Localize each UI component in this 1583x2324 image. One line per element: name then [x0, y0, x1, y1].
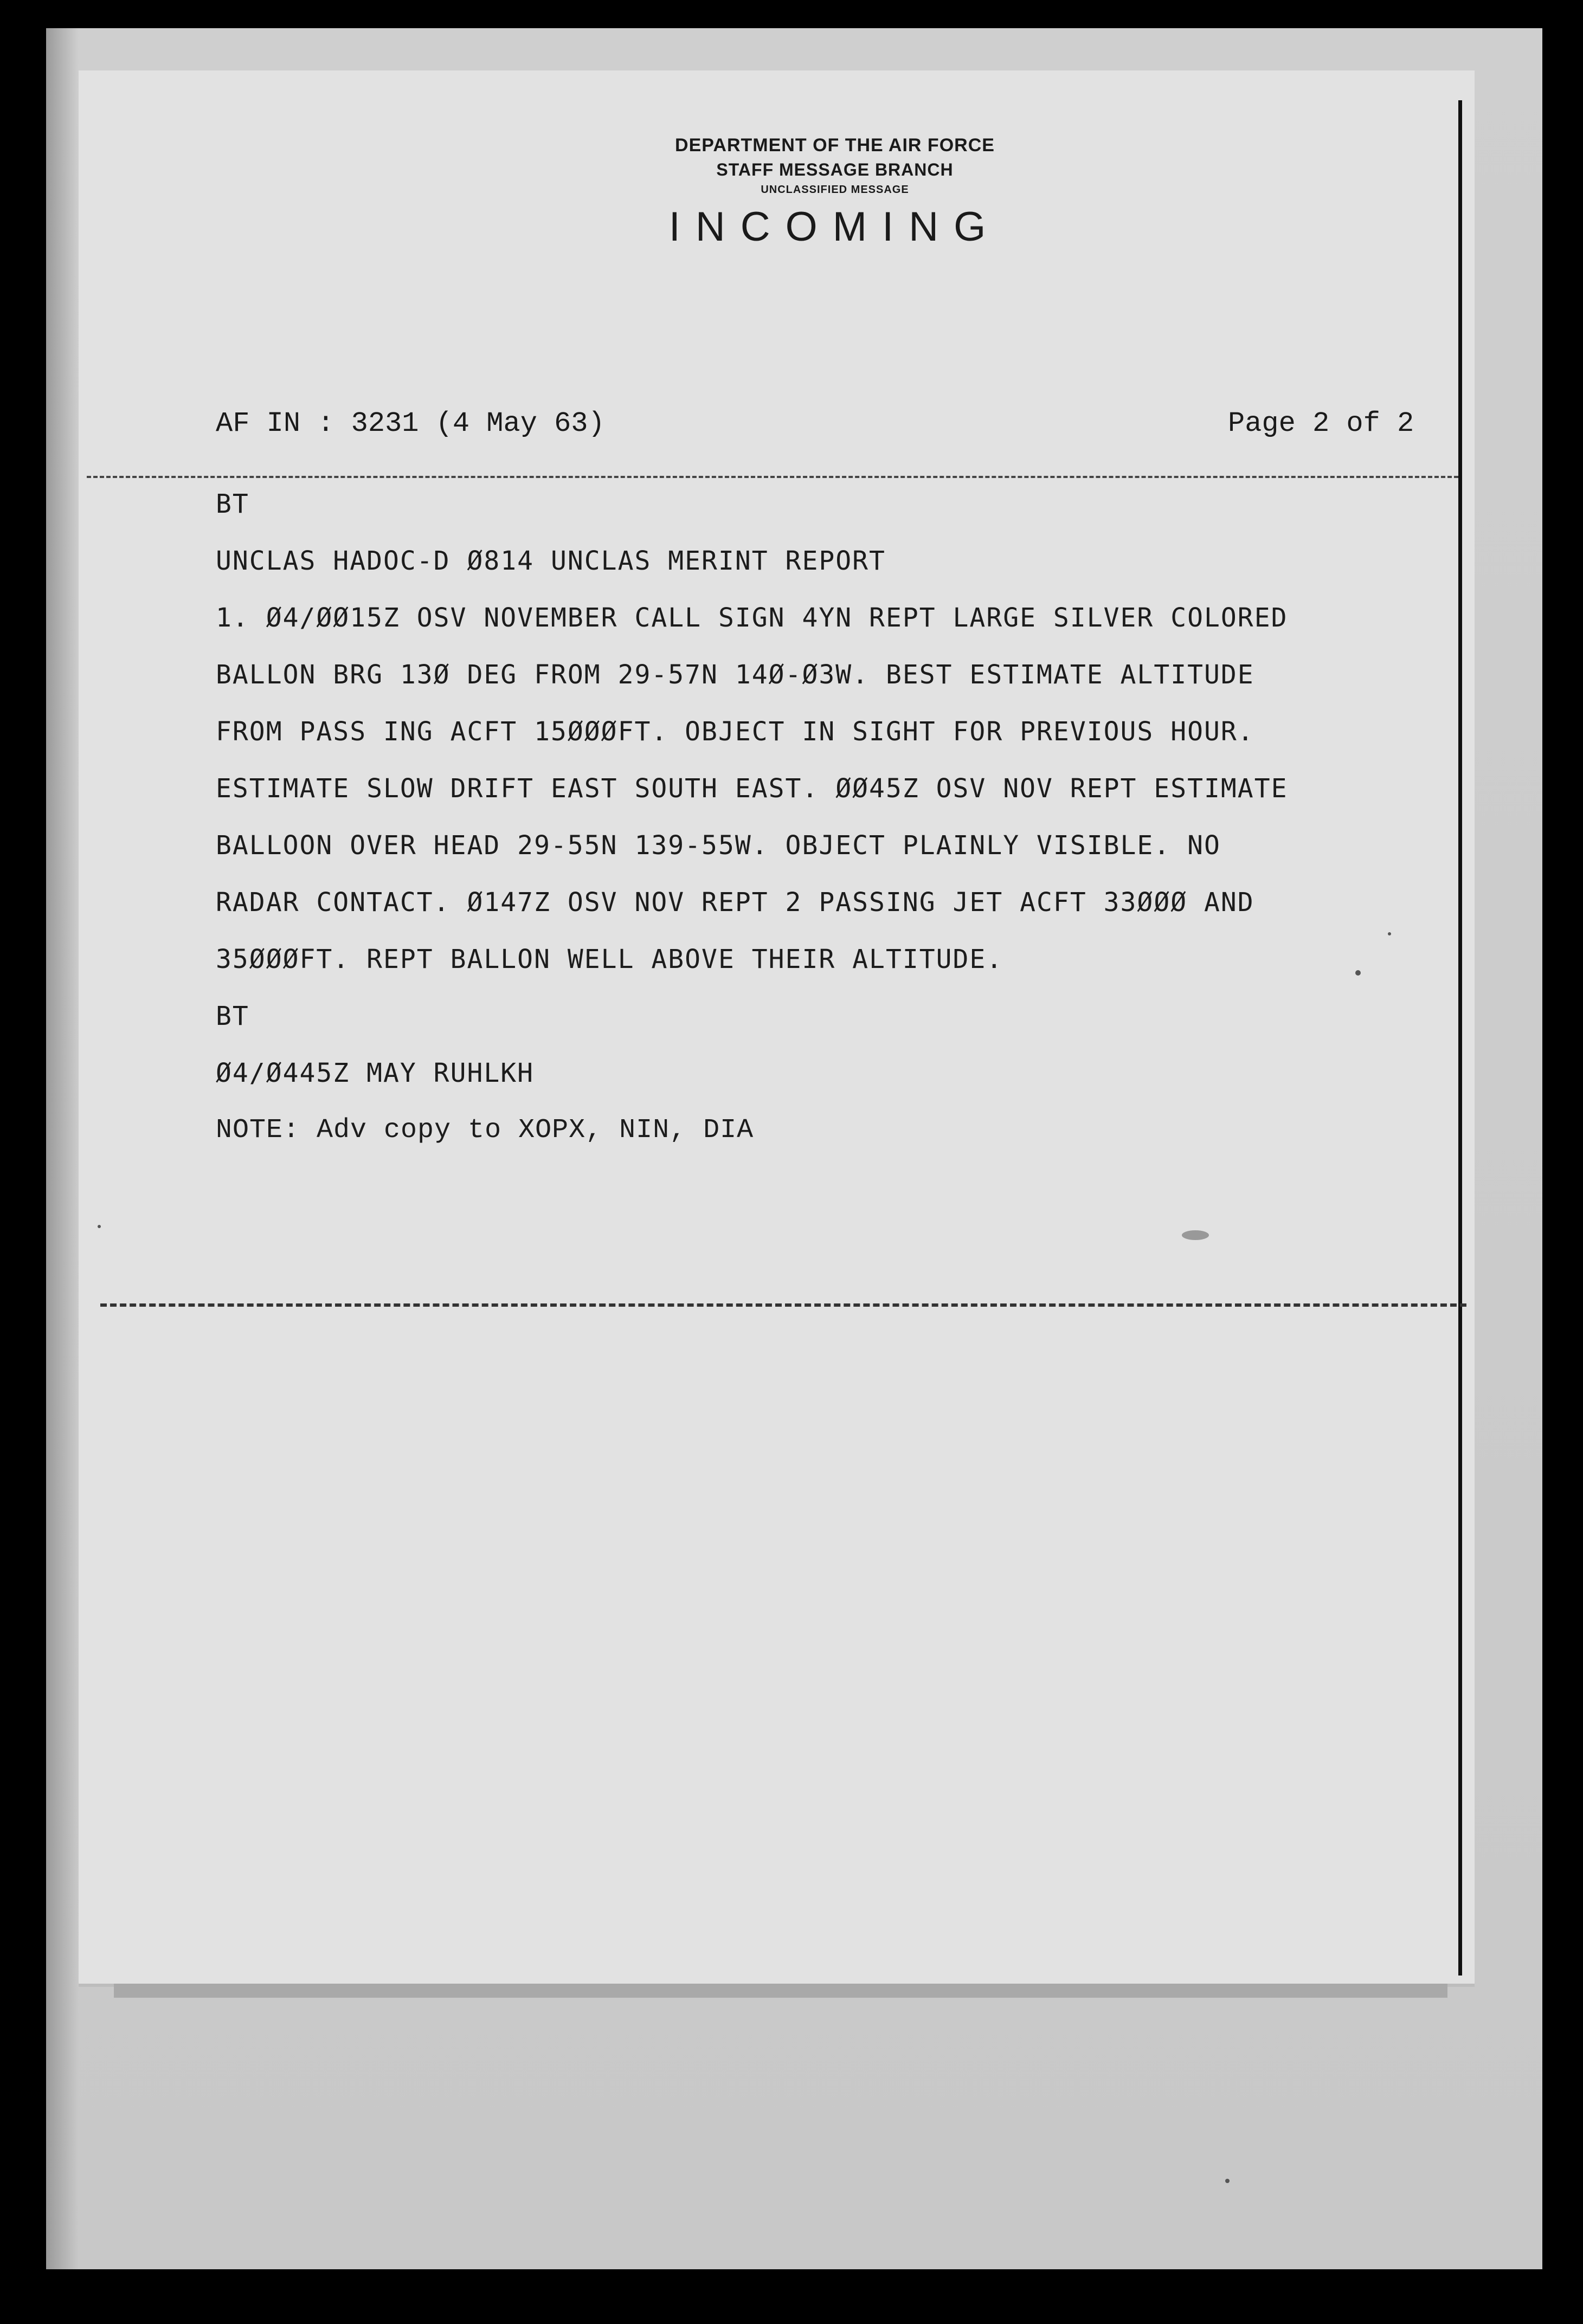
- message-line: 35ØØØFT. REPT BALLON WELL ABOVE THEIR ALTITUDE.: [216, 944, 1003, 974]
- dust-speck: [98, 1225, 101, 1228]
- message-line: BT: [216, 489, 249, 519]
- message-reference: AF IN : 3231 (4 May 63): [216, 408, 605, 440]
- distribution-note: NOTE: Adv copy to XOPX, NIN, DIA: [216, 1115, 754, 1146]
- tear-line: [100, 1303, 1466, 1307]
- dust-speck: [1225, 2179, 1230, 2183]
- message-line: ESTIMATE SLOW DRIFT EAST SOUTH EAST. ØØ45Z OSV NOV REPT ESTIMATE: [216, 773, 1288, 804]
- frame-shadow: [46, 28, 79, 2269]
- page-number: Page 2 of 2: [1228, 408, 1414, 440]
- dust-speck: [1182, 1230, 1209, 1240]
- message-line: 1. Ø4/ØØ15Z OSV NOVEMBER CALL SIGN 4YN REPT LARGE SILVER COLORED: [216, 603, 1288, 633]
- dust-speck: [1355, 970, 1361, 976]
- message-line: RADAR CONTACT. Ø147Z OSV NOV REPT 2 PASSING JET ACFT 33ØØØ AND: [216, 887, 1254, 918]
- branch-title: STAFF MESSAGE BRANCH: [716, 160, 954, 179]
- classification-label: UNCLASSIFIED MESSAGE: [761, 184, 909, 196]
- department-title: DEPARTMENT OF THE AIR FORCE: [675, 135, 995, 156]
- message-line: UNCLAS HADOC-D Ø814 UNCLAS MERINT REPORT: [216, 546, 886, 576]
- message-line: FROM PASS ING ACFT 15ØØØFT. OBJECT IN SIGHT FOR PREVIOUS HOUR.: [216, 716, 1254, 747]
- message-line: BALLOON OVER HEAD 29-55N 139-55W. OBJECT PLAINLY VISIBLE. NO: [216, 830, 1221, 861]
- sheet-edge: [1458, 100, 1462, 1976]
- direction-label: INCOMING: [668, 204, 1001, 250]
- message-line: BT: [216, 1001, 249, 1031]
- message-line: Ø4/Ø445Z MAY RUHLKH: [216, 1058, 535, 1088]
- message-line: BALLON BRG 13Ø DEG FROM 29-57N 14Ø-Ø3W. BEST ESTIMATE ALTITUDE: [216, 660, 1254, 690]
- message-body: [216, 476, 1436, 1159]
- message-header: [564, 133, 1106, 254]
- dust-speck: [1388, 932, 1391, 935]
- sheet-shadow: [114, 1984, 1447, 1998]
